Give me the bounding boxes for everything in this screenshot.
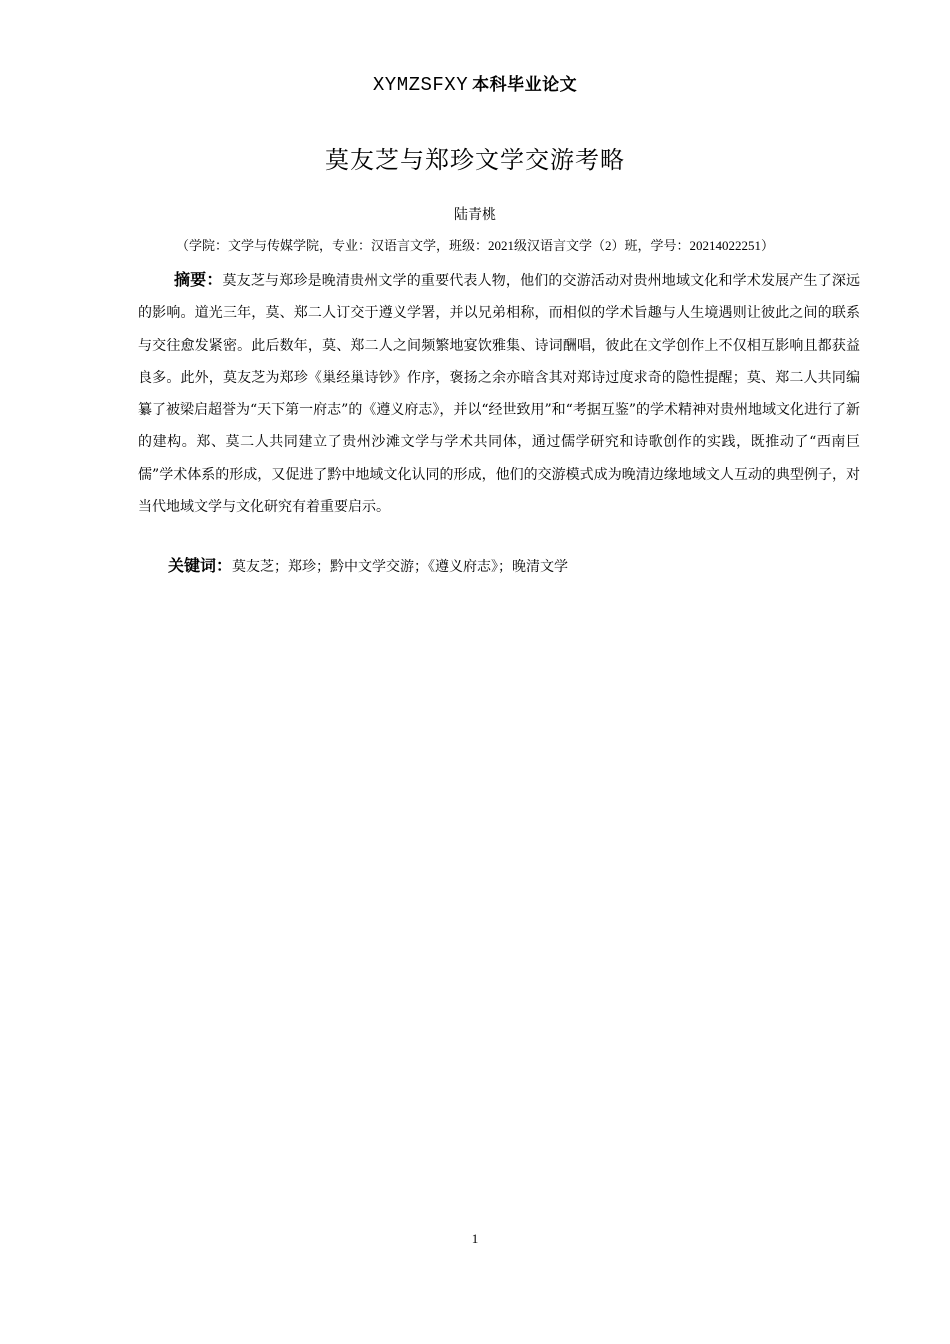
running-header (0, 70, 950, 96)
header-divider (138, 100, 812, 101)
author-affiliation: （学院：文学与传媒学院，专业：汉语言文学，班级：2021级汉语言文学（2）班，学号：20214022251） (175, 238, 774, 253)
page-number: 1 (471, 1231, 479, 1246)
header-label: 本科毕业论文 (472, 75, 578, 95)
abstract-paragraph (138, 264, 860, 523)
abstract-text: 莫友芝与郑珍是晚清贵州文学的重要代表人物，他们的交游活动对贵州地域文化和学术发展产生了深远的影响。道光三年，莫、郑二人订交于遵义学署，并以兄弟相称，而相似的学术旨趣与人生境遇则让彼此之间的联系与交往愈发紧密。此后数年，莫、郑二人之间频繁地宴饮雅集、诗词酬唱，彼此在文学创作上不仅相互影响且都获益良多。此外，莫友芝为郑珍《巢经巢诗钞》作序，褒扬之余亦暗含其对郑诗过度求奇的隐性提醒；莫、郑二人共同编纂了被梁启超誉为“天下第一府志”的《遵义府志》，并以“经世致用”和“考据互鉴”的学术精神对贵州地域文化进行了新的建构。郑、莫二人共同建立了贵州沙滩文学与学术共同体，通过儒学研究和诗歌创作的实践，既推动了“西南巨儒”学术体系的形成，又促进了黔中地域文化认同的形成，他们的交游模式成为晚清边缘地域文人互动的典型例子，对当代地域文学与文化研究有着重要启示。 (138, 273, 860, 516)
paper-title: 莫友芝与郑珍文学交游考略 (325, 146, 625, 174)
author-name: 陆青桃 (454, 207, 496, 223)
keywords-label: 关键词： (168, 556, 233, 575)
keywords-line (168, 550, 568, 583)
header-tag: XYMZSFXY (372, 74, 469, 96)
abstract-label: 摘要： (174, 270, 223, 289)
keywords-text: 莫友芝；郑珍；黔中文学交游；《遵义府志》；晚清文学 (232, 559, 569, 575)
